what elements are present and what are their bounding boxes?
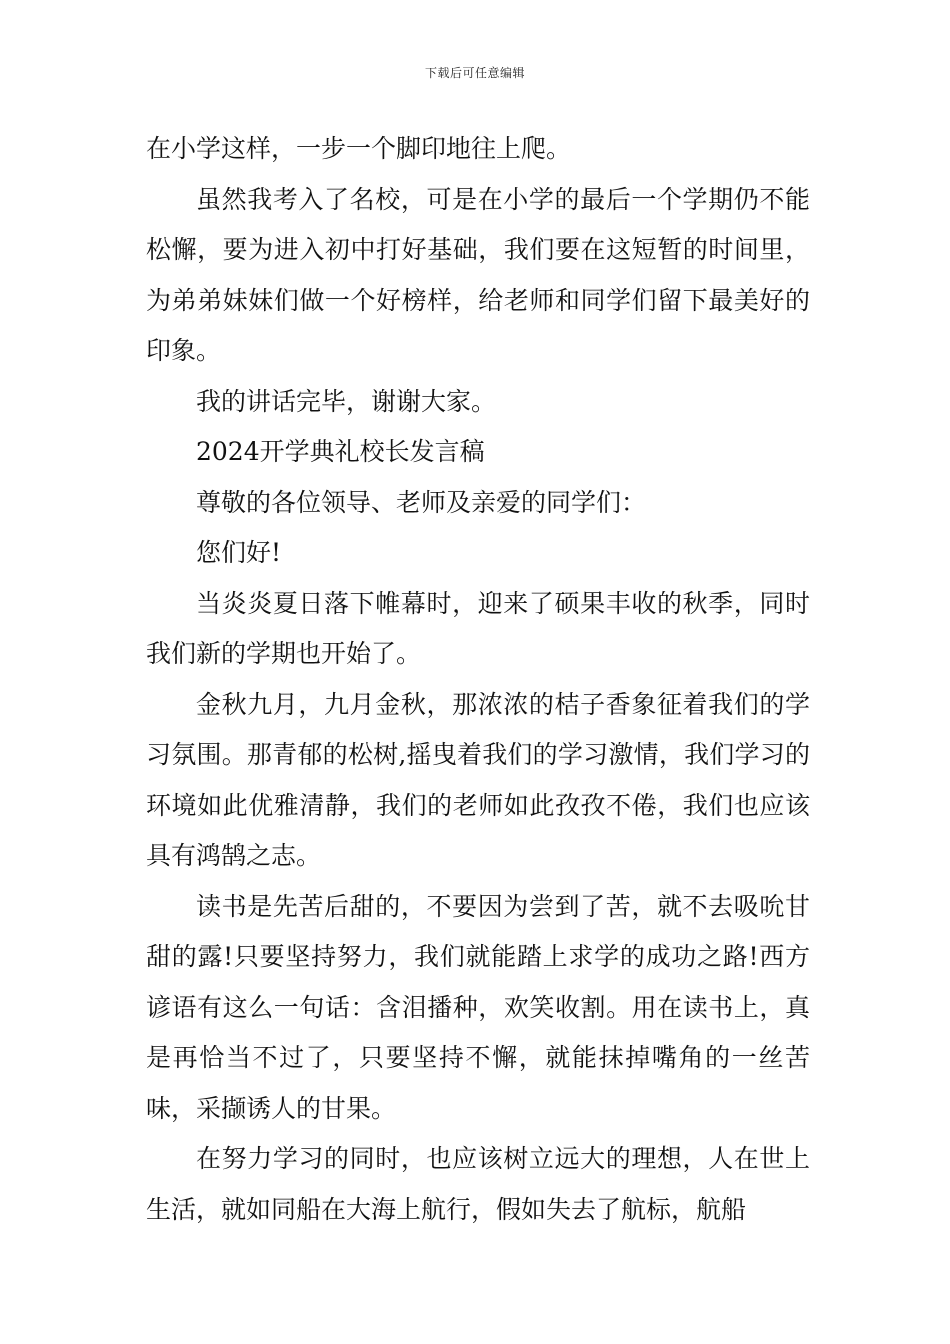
greeting: 您们好! — [196, 538, 282, 567]
document-body — [146, 124, 810, 1235]
paragraph: 当炎炎夏日落下帷幕时，迎来了硕果丰收的秋季，同时我们新的学期也开始了。 — [146, 588, 810, 668]
paragraph: 在小学这样，一步一个脚印地往上爬。 — [146, 134, 572, 163]
paragraph: 我的讲话完毕，谢谢大家。 — [196, 386, 497, 416]
paragraph: 金秋九月，九月金秋，那浓浓的桔子香象征着我们的学习氛围。那青郁的松树,摇曳着我们的学习激情，我们学习的环境如此优雅清静，我们的老师如此孜孜不倦，我们也应该具有鸿鹄之志。 — [146, 689, 810, 870]
salutation: 尊敬的各位领导、老师及亲爱的同学们： — [196, 487, 647, 517]
paragraph: 在努力学习的同时，也应该树立远大的理想，人在世上生活，就如同船在大海上航行，假如失去了航标，航船 — [146, 1144, 810, 1224]
section-title: 2024开学典礼校长发言稿 — [196, 437, 485, 466]
paragraph: 读书是先苦后甜的，不要因为尝到了苦，就不去吸吮甘甜的露!只要坚持努力，我们就能踏上求学的成功之路!西方谚语有这么一句话：含泪播种，欢笑收割。用在读书上，真是再恰当不过了，只要坚持不懈，就能抹掉嘴角的一丝苦味，采撷诱人的甘果。 — [146, 891, 810, 1123]
paragraph: 虽然我考入了名校，可是在小学的最后一个学期仍不能松懈，要为进入初中打好基础，我们要在这短暂的时间里，为弟弟妹妹们做一个好榜样，给老师和同学们留下最美好的印象。 — [146, 184, 810, 365]
header-note: 下载后可任意编辑 — [424, 66, 525, 80]
